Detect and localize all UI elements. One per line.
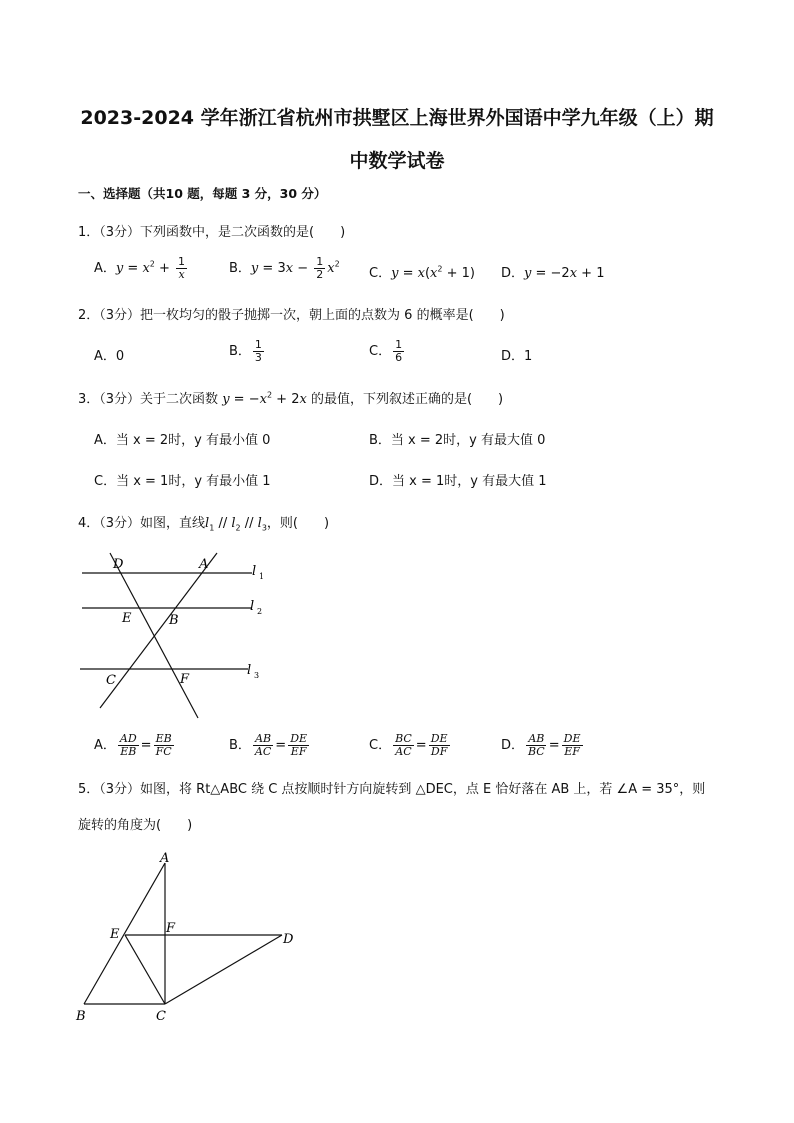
section-heading: 一、选择题（共10 题，每题 3 分，30 分）: [78, 186, 327, 201]
question-5-stem-line2: 旋转的角度为( ): [78, 818, 193, 833]
question-3-stem: 3．（3分）关于二次函数 $y = -x^2 + 2x$ 的最值，下列叙述正确的是( ): [78, 390, 504, 407]
label-l1: l: [252, 564, 257, 579]
question-2-option-b[interactable]: B． $\frac{1}{3}$: [229, 338, 262, 364]
label-l1-sub: 1: [259, 572, 265, 581]
question-4-option-c[interactable]: C． $\frac{BC}{AC}$ = $\frac{DE}{DF}$: [369, 732, 448, 758]
question-3-option-b[interactable]: B．当 x = 2时，y 有最大值 0: [369, 433, 546, 448]
label-b: B: [76, 1009, 86, 1024]
label-l2: l: [250, 599, 255, 614]
label-c: C: [106, 673, 116, 688]
page-title-line2: 中数学试卷: [349, 150, 445, 172]
label-b: B: [169, 613, 179, 628]
question-1-option-b[interactable]: B．y = 3x − $\frac{1}{2}$ $x^2$: [229, 255, 340, 281]
label-a: A: [199, 557, 209, 572]
question-3-option-c[interactable]: C．当 x = 1时，y 有最小值 1: [94, 474, 271, 489]
question-3-option-d[interactable]: D．当 x = 1时，y 有最大值 1: [369, 474, 547, 489]
label-e: E: [110, 927, 120, 942]
question-2-option-c[interactable]: C． $\frac{1}{6}$: [369, 338, 403, 364]
question-4-option-b[interactable]: B． $\frac{AB}{AC}$ = $\frac{DE}{EF}$: [229, 732, 308, 758]
question-2-option-d[interactable]: D．1: [501, 349, 533, 364]
label-c: C: [156, 1009, 166, 1024]
question-4-stem: 4．（3分）如图，直线$l_1 // l_2 // l_3$，则( ): [78, 516, 330, 533]
question-4-option-d[interactable]: D． $\frac{AB}{BC}$ = $\frac{DE}{EF}$: [501, 732, 581, 758]
label-e: E: [122, 611, 132, 626]
question-1-option-a[interactable]: A．$y = x^2$ + $\frac{1}{x}$: [94, 255, 186, 281]
question-2-stem: 2．（3分）把一枚均匀的骰子抛掷一次，朝上面的点数为 6 的概率是( ): [78, 308, 505, 323]
label-l3: l: [247, 663, 252, 678]
transversal-ac: [100, 553, 217, 708]
label-d: D: [283, 932, 294, 947]
label-f: F: [166, 921, 176, 936]
label-a: A: [160, 851, 170, 866]
label-f: F: [180, 672, 190, 687]
label-l3-sub: 3: [254, 671, 260, 680]
segment-ec: [125, 935, 165, 1004]
page-title-line1: 2023-2024 学年浙江省杭州市拱墅区上海世界外国语中学九年级（上）期: [80, 107, 714, 129]
label-d: D: [113, 557, 124, 572]
question-4-figure: [70, 548, 270, 723]
question-2-option-a[interactable]: A．0: [94, 349, 125, 364]
question-5-stem: 5．（3分）如图，将 Rt△ABC 绕 C 点按顺时针方向旋转到 △DEC，点 E 恰好落在 AB 上，若 ∠A = 35°，则: [78, 782, 706, 797]
question-3-option-a[interactable]: A．当 x = 2时，y 有最小值 0: [94, 433, 271, 448]
question-5-figure: [70, 848, 310, 1028]
question-1-stem: 1．（3分）下列函数中，是二次函数的是( ): [78, 225, 346, 240]
question-4-option-a[interactable]: A． $\frac{AD}{EB}$ = $\frac{EB}{FC}$: [94, 732, 172, 758]
segment-dc: [165, 935, 282, 1004]
question-1-option-c[interactable]: C．$y = x(x^2 + 1)$: [369, 264, 475, 281]
question-1-option-d[interactable]: D．y = −2x + 1: [501, 266, 605, 281]
label-l2-sub: 2: [257, 607, 263, 616]
